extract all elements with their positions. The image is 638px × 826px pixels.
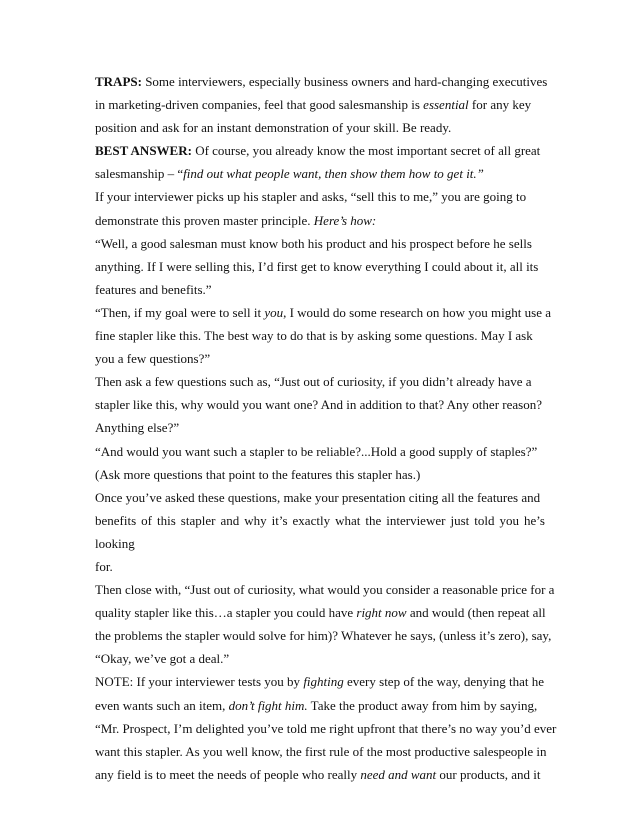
text-line bbox=[95, 509, 545, 532]
text-run: stapler like this, why would you want one? And in addition to that? Any other reason? bbox=[95, 397, 542, 413]
text-line bbox=[95, 139, 545, 162]
italic-text: right now bbox=[356, 605, 407, 621]
text-run: position and ask for an instant demonstration of your skill. Be ready. bbox=[95, 120, 452, 136]
text-run: our products, and it bbox=[436, 766, 541, 782]
text-run: If your interviewer picks up his stapler and asks, “sell this to me,” you are going to bbox=[95, 189, 527, 205]
text-line bbox=[95, 486, 545, 509]
text-run: for any key bbox=[468, 97, 532, 113]
text-word: this bbox=[157, 512, 176, 528]
text-run: , I would do some research on how you might use a bbox=[283, 304, 551, 320]
text-word: told bbox=[474, 512, 495, 528]
text-run: “Well, a good salesman must know both his product and his prospect before he sells bbox=[95, 235, 532, 251]
text-line bbox=[95, 162, 545, 185]
document-body bbox=[95, 70, 557, 786]
text-line bbox=[95, 670, 545, 693]
text-run: “Then, if my goal were to sell it bbox=[95, 304, 265, 320]
text-line bbox=[95, 740, 545, 763]
text-run: quality stapler like this…a stapler you could have bbox=[95, 605, 357, 621]
text-line bbox=[95, 763, 545, 786]
text-line bbox=[95, 278, 545, 301]
text-run: features and benefits.” bbox=[95, 281, 212, 297]
text-line bbox=[95, 578, 555, 601]
text-line bbox=[95, 463, 545, 486]
text-run: for. bbox=[95, 558, 113, 574]
text-word: just bbox=[450, 512, 470, 528]
text-line bbox=[95, 370, 545, 393]
text-run: in marketing-driven companies, feel that good salesmanship is bbox=[95, 97, 424, 113]
text-run: Once you’ve asked these questions, make your presentation citing all the features and bbox=[95, 489, 541, 505]
italic-text: don’t fight him. bbox=[228, 697, 308, 713]
italic-text: fighting bbox=[303, 674, 344, 690]
italic-text: essential bbox=[423, 97, 469, 113]
bold-label: TRAPS: bbox=[95, 74, 142, 89]
text-run: anything. If I were selling this, I’d first get to know everything I could about it, all its bbox=[95, 258, 539, 274]
text-line bbox=[95, 440, 545, 463]
text-word: he’s bbox=[523, 512, 545, 528]
text-run: Anything else?” bbox=[95, 420, 180, 436]
italic-text: Here’s how: bbox=[313, 212, 377, 228]
text-run: salesmanship – “ bbox=[95, 166, 184, 182]
text-run: Some interviewers, especially business owners and hard-changing executives bbox=[141, 74, 548, 89]
text-run: “Okay, we’ve got a deal.” bbox=[95, 651, 230, 667]
text-word: exactly bbox=[292, 512, 331, 528]
text-line bbox=[95, 209, 545, 232]
text-line bbox=[95, 255, 545, 278]
text-word: you bbox=[499, 512, 519, 528]
text-run: Then ask a few questions such as, “Just out of curiosity, if you didn’t already have a bbox=[95, 374, 532, 390]
text-line bbox=[95, 347, 545, 370]
text-line bbox=[95, 232, 545, 255]
text-word: interviewer bbox=[386, 512, 446, 528]
text-line bbox=[95, 116, 545, 139]
text-run: and would (then repeat all bbox=[406, 605, 546, 621]
text-word: and bbox=[220, 512, 240, 528]
text-run: every step of the way, denying that he bbox=[343, 674, 544, 690]
italic-text: find out what people want, then show them how to get it.” bbox=[183, 166, 484, 182]
text-line bbox=[95, 555, 545, 578]
text-word: of bbox=[141, 512, 152, 528]
text-word: it’s bbox=[271, 512, 288, 528]
text-run: even wants such an item, bbox=[95, 697, 229, 713]
text-line bbox=[95, 416, 545, 439]
text-run: “Mr. Prospect, I’m delighted you’ve told me right upfront that there’s no way you’d ever bbox=[95, 720, 557, 736]
text-run: fine stapler like this. The best way to do that is by asking some questions. May I ask bbox=[95, 328, 533, 344]
text-line bbox=[95, 301, 551, 324]
text-line bbox=[95, 185, 545, 208]
text-word: the bbox=[365, 512, 382, 528]
text-run: you a few questions?” bbox=[95, 351, 211, 367]
text-run: Then close with, “Just out of curiosity, what would you consider a reasonable price for a bbox=[95, 582, 555, 598]
text-line bbox=[95, 694, 545, 717]
text-word: benefits bbox=[95, 512, 137, 528]
text-word: why bbox=[244, 512, 267, 528]
bold-label: BEST ANSWER: bbox=[95, 143, 192, 159]
text-run: Take the product away from him by saying, bbox=[307, 697, 538, 713]
italic-text: you bbox=[264, 304, 284, 320]
text-run: any field is to meet the needs of people who really bbox=[95, 766, 361, 782]
text-run: the problems the stapler would solve for him)? Whatever he says, (unless it’s zero), say, bbox=[95, 628, 552, 644]
text-run: NOTE: If your interviewer tests you by bbox=[95, 674, 304, 690]
italic-text: need and want bbox=[360, 766, 437, 782]
text-word: stapler bbox=[180, 512, 216, 528]
text-word: what bbox=[335, 512, 361, 528]
text-run: (Ask more questions that point to the features this stapler has.) bbox=[95, 466, 421, 482]
text-run: Of course, you already know the most important secret of all great bbox=[191, 143, 541, 159]
text-run: demonstrate this proven master principle. bbox=[95, 212, 314, 228]
text-line bbox=[95, 93, 545, 116]
text-line bbox=[95, 647, 545, 670]
text-line bbox=[95, 624, 552, 647]
text-line bbox=[95, 532, 545, 555]
text-line bbox=[95, 70, 548, 93]
text-line bbox=[95, 324, 545, 347]
text-line bbox=[95, 717, 557, 740]
text-line bbox=[95, 601, 545, 624]
text-run: want this stapler. As you well know, the first rule of the most productive salespeople in bbox=[95, 743, 547, 759]
text-line bbox=[95, 393, 545, 416]
text-run: looking bbox=[95, 535, 135, 551]
text-run: “And would you want such a stapler to be reliable?...Hold a good supply of staples?” bbox=[95, 443, 538, 459]
